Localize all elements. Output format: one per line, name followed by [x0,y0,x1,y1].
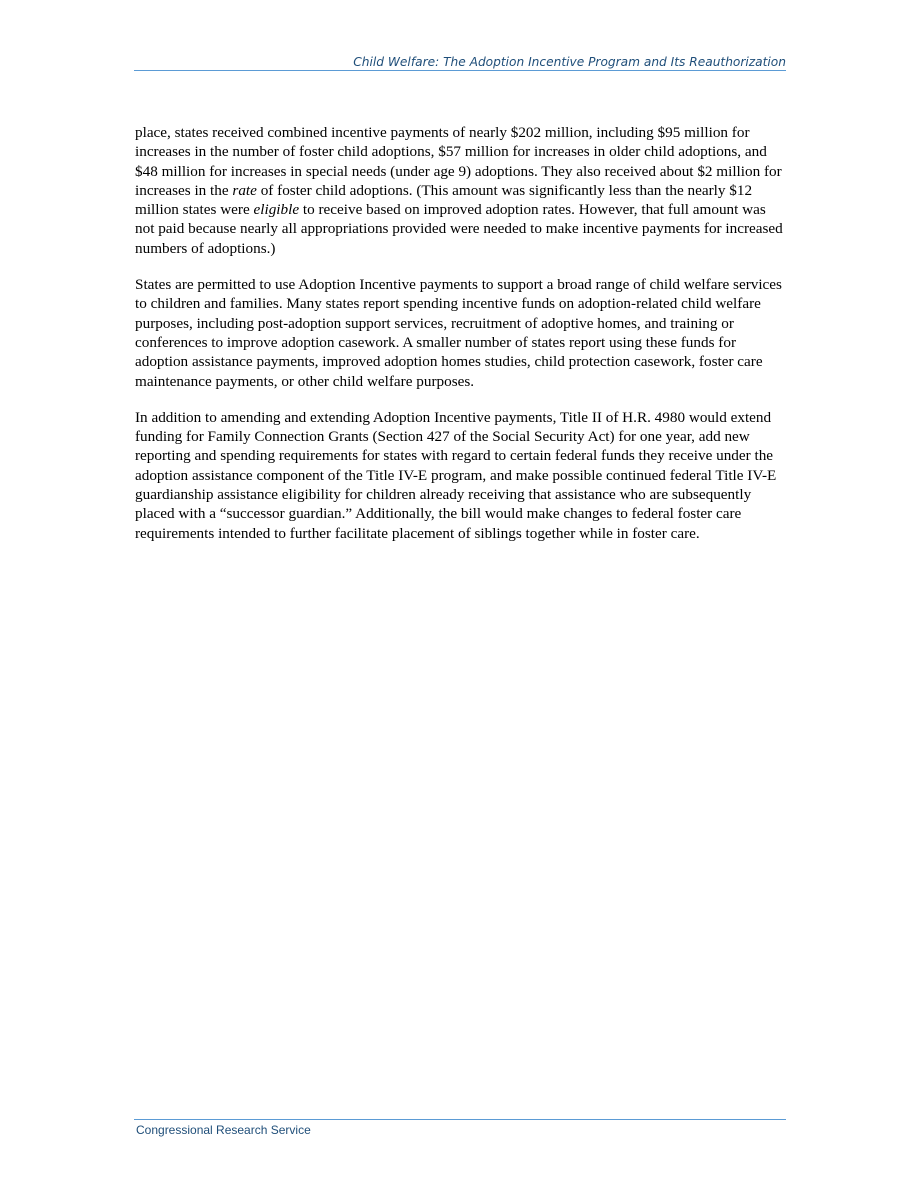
paragraph-text: place, states received combined incentive payments of nearly $202 million, including $95 million for increases in the number of foster child adoptions, $57 million for increases in older child adoptions, and $48 million for increases in special needs (under age 9) adoptions. They also received about $2 million for increases in the [135,124,782,199]
running-header [134,54,786,71]
emphasis-eligible: eligible [253,201,300,219]
paragraph-use-of-funds: States are permitted to use Adoption Incentive payments to support a broad range of child welfare services to children and families. Many states report spending incentive funds on adoption-related child welfare purposes, including post-adoption support services, recruitment of adoptive homes, and training or conferences to improve adoption casework. A smaller number of states report using these funds for adoption assistance payments, improved adoption homes studies, child protection casework, foster care maintenance payments, or other child welfare purposes. [135,276,782,390]
paragraph-incentive-payments [135,123,787,258]
main-content [135,123,787,560]
paragraph-text: of foster child adoptions. (This amount was significantly less than the nearly $12 million states were [135,181,753,219]
emphasis-rate: rate [232,181,257,199]
footer-text: Congressional Research Service [136,1123,311,1137]
running-footer [134,1119,786,1137]
paragraph-text: to receive based on improved adoption rates. However, that full amount was not paid because nearly all appropriations provided were needed to make incentive payments for increased numbers of adoptions.) [135,201,783,257]
header-title: Child Welfare: The Adoption Incentive Program and Its Reauthorization [353,55,786,69]
paragraph-hr-4980: In addition to amending and extending Adoption Incentive payments, Title II of H.R. 4980 would extend funding for Family Connection Grants (Section 427 of the Social Security Act) for one year, add new reporting and spending requirements for states with regard to certain federal funds they receive under the adoption assistance component of the Title IV-E program, and make possible continued federal Title IV-E guardianship assistance eligibility for children already receiving that assistance who are subsequently placed with a “successor guardian.” Additionally, the bill would make changes to federal foster care requirements intended to further facilitate placement of siblings together while in foster care. [135,408,777,542]
